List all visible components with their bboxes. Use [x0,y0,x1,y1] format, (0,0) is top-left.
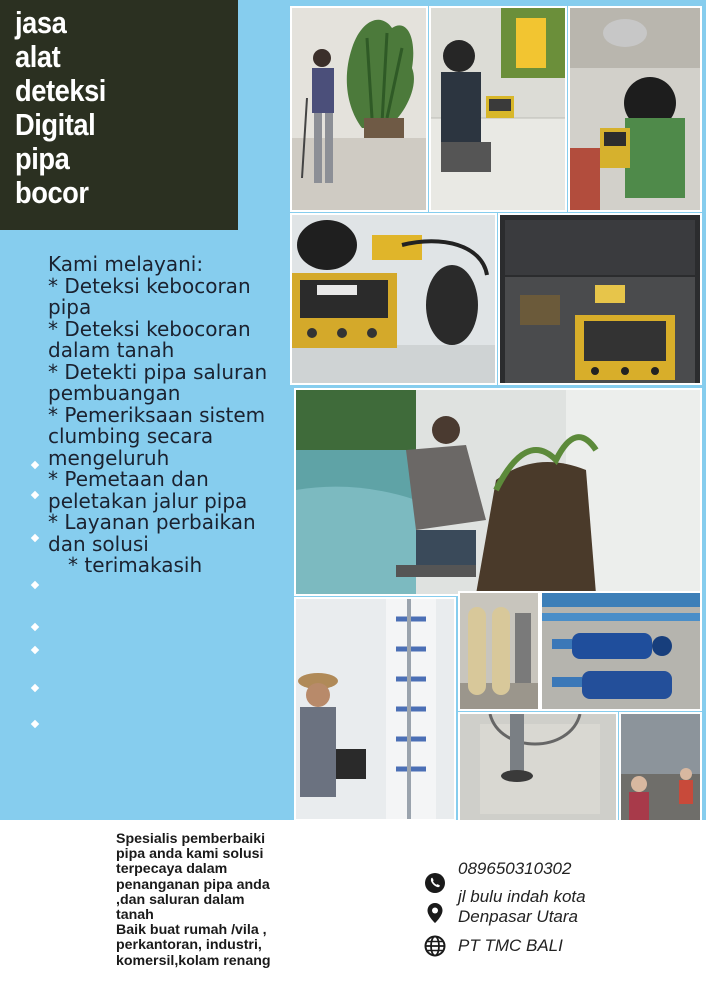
service-item: * Layanan perbaikan dan solusi [48,510,256,556]
title-box [0,0,238,230]
description-line: komersil,kolam renang [116,952,271,969]
globe-icon [424,935,444,955]
description-line: pipa anda kami solusi [116,846,264,863]
description-line: Spesialis pemberbaiki [116,831,266,847]
title-line: bocor [15,175,89,210]
service-item: * terimakasih [68,553,203,577]
title-line: Digital [15,107,96,142]
company-description [116,832,326,969]
title-line: deteksi [15,73,106,108]
service-item: * Pemetaan dan peletakan jalur pipa [48,467,248,513]
service-item: * Pemeriksaan sistem clumbing secara mengeluruh [48,402,266,470]
address-line-1: jl bulu indah kota [458,887,586,906]
service-item: * Deteksi kebocoran dalam tanah [48,316,251,362]
photo-worker-crouching [294,388,702,596]
photo-device-case [498,213,702,385]
description-line: penanganan pipa anda [116,876,270,893]
description-line: perkantoran, industri, [116,937,262,954]
photo-worker-garden [290,6,428,212]
service-item: * Detekti pipa saluran pembuangan [48,359,268,405]
title-line: jasa [15,5,67,40]
description-line: tanah [116,907,154,924]
location-pin-icon [424,902,444,922]
title-line: pipa [15,141,70,176]
phone-number[interactable]: 089650310302 [458,859,572,878]
services-heading: Kami melayani: [48,252,204,276]
description-line: Baik buat rumah /vila , [116,922,267,939]
photo-worker-device [429,6,567,212]
description-line: ,dan saluran dalam [116,891,245,908]
photo-filter-tanks [458,591,540,711]
photo-worker-helmet [568,6,702,212]
photo-device-headphones [290,213,497,385]
service-item: * Deteksi kebocoran pipa [48,273,251,319]
photo-blue-pumps [540,591,702,711]
address-line-2: Denpasar Utara [458,907,579,926]
photo-wall-pipes [294,597,456,821]
description-line: terpecaya dalam [116,861,228,878]
whatsapp-icon [424,872,444,892]
company-name: PT TMC BALI [458,936,563,955]
title-line: alat [15,39,61,74]
photo-floor-drain [458,712,618,822]
services-list [48,254,298,577]
photo-site-workers [619,712,702,822]
poster-title [15,6,106,210]
